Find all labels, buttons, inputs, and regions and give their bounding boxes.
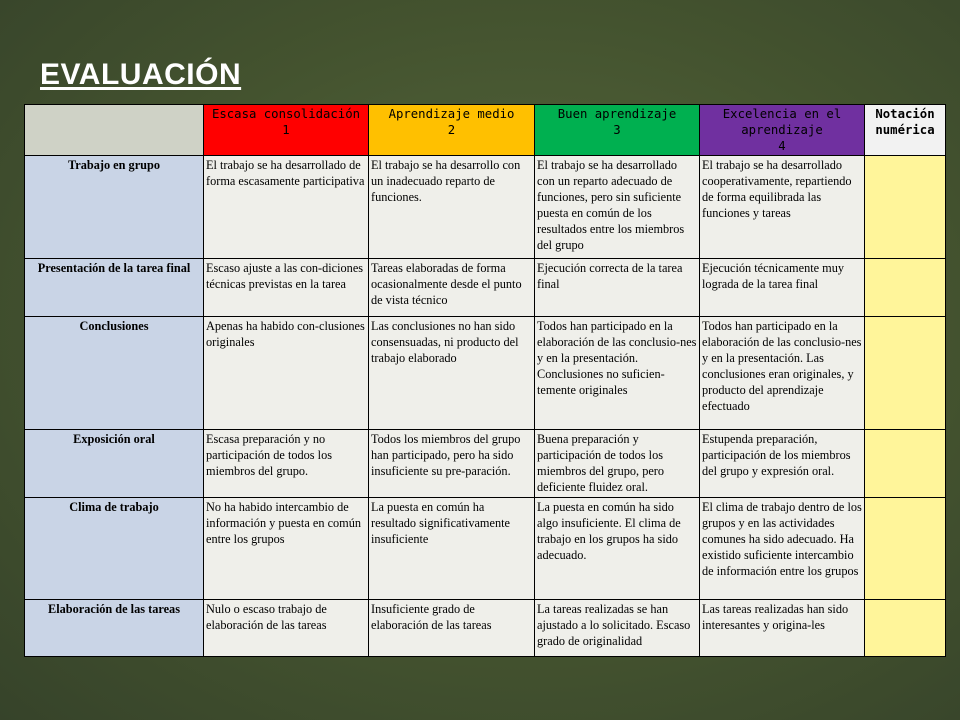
criterion-cell: Exposición oral: [25, 430, 204, 498]
criterion-cell: Presentación de la tarea final: [25, 259, 204, 317]
rubric-cell: Todos los miembros del grupo han participado, pero ha sido insuficiente su pre-paración.: [369, 430, 535, 498]
rubric-cell: Escasa preparación y no participación de todos los miembros del grupo.: [204, 430, 369, 498]
header-level-3-number: 3: [613, 123, 621, 137]
header-level-3-name: Buen aprendizaje: [557, 107, 677, 121]
header-level-2-number: 2: [447, 123, 456, 137]
header-level-2-name: Aprendizaje medio: [388, 107, 515, 121]
header-level-1-name: Escasa consolidación: [211, 107, 361, 121]
rubric-cell: Todos han participado en la elaboración de las conclusio-nes y en la presentación. Las conclusiones eran originales, y producto del aprendizaje efectuado: [700, 317, 865, 430]
rubric-cell: Insuficiente grado de elaboración de las tareas: [369, 600, 535, 657]
rubric-cell: La puesta en común ha resultado significativamente insuficiente: [369, 498, 535, 600]
header-level-2: [369, 105, 535, 156]
rubric-cell: La puesta en común ha sido algo insuficiente. El clima de trabajo en los grupos ha sido adecuado.: [535, 498, 700, 600]
rubric-cell: El clima de trabajo dentro de los grupos y en las actividades comunes ha sido adecuado. Ha existido suficiente intercambio de información entre los grupos: [700, 498, 865, 600]
table-row: [25, 259, 946, 317]
score-cell[interactable]: [865, 156, 946, 259]
score-cell[interactable]: [865, 317, 946, 430]
table-row: [25, 156, 946, 259]
rubric-cell: Tareas elaboradas de forma ocasionalmente desde el punto de vista técnico: [369, 259, 535, 317]
criterion-cell: Conclusiones: [25, 317, 204, 430]
header-row: [25, 105, 946, 156]
header-level-1: [204, 105, 369, 156]
rubric-cell: Escaso ajuste a las con-diciones técnicas previstas en la tarea: [204, 259, 369, 317]
header-level-3: [535, 105, 700, 156]
rubric-cell: Todos han participado en la elaboración de las conclusio-nes y en la presentación. Conclusiones no suficien-temente originales: [535, 317, 700, 430]
score-cell[interactable]: [865, 600, 946, 657]
header-level-1-number: 1: [282, 123, 290, 137]
header-corner-cell: [25, 105, 204, 156]
rubric-cell: El trabajo se ha desarrollo con un inadecuado reparto de funciones.: [369, 156, 535, 259]
score-cell[interactable]: [865, 259, 946, 317]
rubric-cell: Nulo o escaso trabajo de elaboración de las tareas: [204, 600, 369, 657]
criterion-cell: Clima de trabajo: [25, 498, 204, 600]
rubric-cell: Apenas ha habido con-clusiones originales: [204, 317, 369, 430]
evaluation-rubric-table: [24, 104, 946, 657]
table-row: [25, 600, 946, 657]
header-numeric-score: [865, 105, 946, 156]
rubric-cell: Buena preparación y participación de todos los miembros del grupo, pero deficiente fluidez oral.: [535, 430, 700, 498]
header-level-4-number: 4: [778, 139, 786, 153]
rubric-cell: Las conclusiones no han sido consensuadas, ni producto del trabajo elaborado: [369, 317, 535, 430]
score-cell[interactable]: [865, 430, 946, 498]
rubric-cell: El trabajo se ha desarrollado cooperativamente, repartiendo de forma equilibrada las funciones y tareas: [700, 156, 865, 259]
rubric-cell: Estupenda preparación, participación de los miembros del grupo y expresión oral.: [700, 430, 865, 498]
rubric-cell: Ejecución técnicamente muy lograda de la tarea final: [700, 259, 865, 317]
header-level-4: [700, 105, 865, 156]
table-row: [25, 498, 946, 600]
criterion-cell: Elaboración de las tareas: [25, 600, 204, 657]
rubric-cell: El trabajo se ha desarrollado con un reparto adecuado de funciones, pero sin suficiente puesta en común de los resultados entre los miembros del grupo: [535, 156, 700, 259]
rubric-cell: El trabajo se ha desarrollado de forma escasamente participativa: [204, 156, 369, 259]
score-cell[interactable]: [865, 498, 946, 600]
rubric-cell: No ha habido intercambio de información y puesta en común entre los grupos: [204, 498, 369, 600]
header-numeric-score-name: Notación numérica: [875, 107, 935, 137]
header-level-4-name: Excelencia en el aprendizaje: [722, 107, 842, 137]
rubric-cell: Ejecución correcta de la tarea final: [535, 259, 700, 317]
table-row: [25, 430, 946, 498]
page-title: EVALUACIÓN: [40, 58, 242, 91]
table-row: [25, 317, 946, 430]
criterion-cell: Trabajo en grupo: [25, 156, 204, 259]
rubric-cell: Las tareas realizadas han sido interesantes y origina-les: [700, 600, 865, 657]
rubric-cell: La tareas realizadas se han ajustado a lo solicitado. Escaso grado de originalidad: [535, 600, 700, 657]
